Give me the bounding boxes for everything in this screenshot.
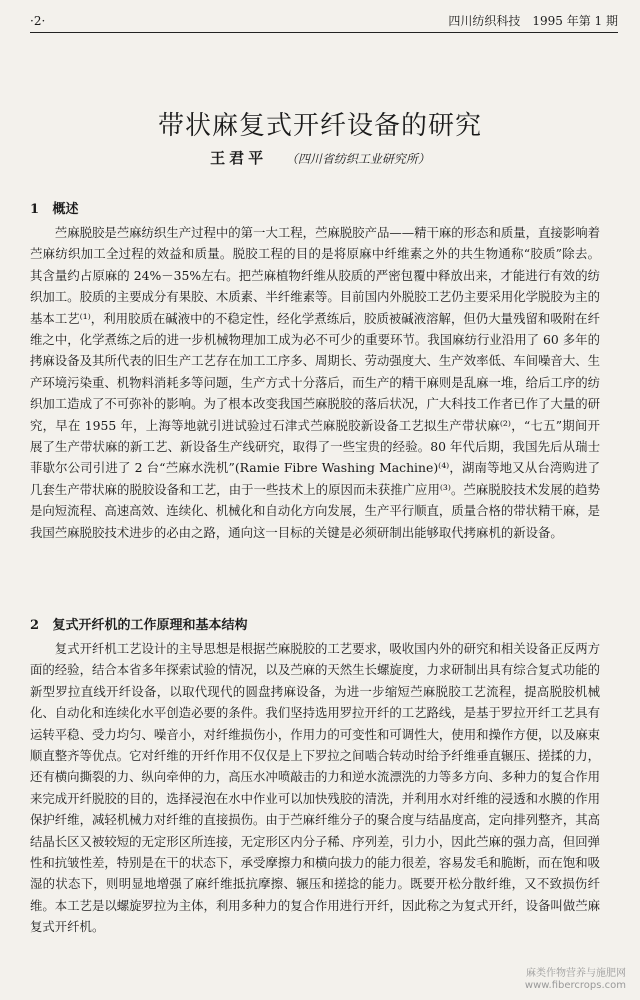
section-title: 概述 <box>52 202 79 217</box>
watermark-line-2: www.fibercrops.com <box>524 980 626 991</box>
journal-issue: 四川纺织科技 1995 年第 1 期 <box>448 14 618 28</box>
section-number: 2 <box>30 618 40 633</box>
author-name: 王君平 <box>210 149 268 167</box>
page-number: ·2· <box>30 14 46 28</box>
section-heading-2 <box>30 616 590 636</box>
article-title: 带状麻复式开纤设备的研究 <box>157 111 482 142</box>
watermark-line-1: 麻类作物营养与施肥网 <box>526 968 626 979</box>
section-title: 复式开纤机的工作原理和基本结构 <box>52 618 248 633</box>
section-heading-1 <box>30 200 590 220</box>
byline <box>0 148 640 169</box>
running-header <box>30 10 618 33</box>
watermark <box>516 968 626 992</box>
section-number: 1 <box>30 202 40 217</box>
section-1-body: 苎麻脱胶是苎麻纺织生产过程中的第一大工程，苎麻脱胶产品——精干麻的形态和质量，直接影响着苎麻纺织加工全过程的效益和质量。脱胶工程的目的是将原麻中纤维素之外的共生物通称“胶质”除去。其含量约占原麻的 24%－35%左右。把苎麻植物纤维从胶质的严密包覆中释放出来，才能进行有效的纺织加工。胶质的主要成分有果胶、木质素、半纤维素等。目前国内外脱胶工艺仍主要采用化学脱胶为主的基本工艺⁽¹⁾，利用胶质在碱液中的不稳定性，经化学煮练后，胶质被碱液溶解，但仍大量残留和吸附在纤维之中，化学煮练之后的进一步机械物理加工成为必不可少的重要环节。我国麻纺行业沿用了 60 多年的拷麻设备及其所代表的旧生产工艺存在加工工序多、周期长、劳动强度大、生产效率低、车间噪音大、生产环境污染重、机物料消耗多等问题，生产方式十分落后，而生产的精干麻则是乱麻一堆，给后工序的纺织加工造成了不可弥补的影响。为了根本改变我国苎麻脱胶的落后状况，广大科技工作者已作了大量的研究，早在 1955 年，上海等地就引进试验过石津式苎麻脱胶新设备工艺拟生产带状麻⁽²⁾，“七五”期间开展了生产带状麻的新工艺、新设备生产线研究，取得了一些宝贵的经验。80 年代后期，我国先后从瑞士菲歇尔公司引进了 2 台“苎麻水洗机”(Ramie Fibre Washing Machine)⁽⁴⁾，湖南等地又从台湾购进了几套生产带状麻的脱胶设备和工艺，由于一些技术上的原因而未获推广应用⁽³⁾。苎麻脱胶技术发展的趋势是向短流程、高速高效、连续化、机械化和自动化方向发展，生产平行顺直，质量合格的带状精干麻，是我国苎麻脱胶技术进步的必由之路，通向这一目标的关键是必须研制出能够取代拷麻机的新设备。 <box>30 225 600 540</box>
section-2-body: 复式开纤机工艺设计的主导思想是根据苎麻脱胶的工艺要求，吸收国内外的研究和相关设备正反两方面的经验，结合本省多年探索试验的情况，以及苎麻的天然生长螺旋度，力求研制出具有综合复式功能的新型罗拉直线开纤设备，以取代现代的圆盘拷麻设备，为进一步缩短苎麻脱胶工艺流程，提高脱胶机械化、自动化和连续化水平创造必要的条件。我们坚持选用罗拉开纤的工艺路线，是基于罗拉开纤工艺具有运转平稳、受力均匀、噪音小，对纤维损伤小，作用力的可变性和可调性大，使用和操作方便，以及麻束顺直整齐等优点。它对纤维的开纤作用不仅仅是上下罗拉之间啮合转动时给予纤维垂直辗压、搓揉的力，还有横向撕裂的力、纵向牵伸的力，高压水冲喷敲击的力和逆水流漂洗的力等多方向、多种力的复合作用来完成开纤脱胶的目的，选择浸泡在水中作业可以加快残胶的清洗，并利用水对纤维的浸透和水膜的作用保护纤维，减轻机械力对纤维的直接损伤。由于苎麻纤维分子的聚合度与结晶度高，定向排列整齐，其高结晶长区又被较短的无定形区所连接，无定形区内分子稀、序列差，引力小，因此苎麻的强力高，但回弹性和抗皱性差，特别是在干的状态下，承受摩擦力和横向拔力的能力很差，容易发毛和脆断，而在饱和吸湿的状态下，则明显地增强了麻纤维抵抗摩擦、辗压和搓捻的能力。既要开松分散纤维，又不致损伤纤维。本工艺是以螺旋罗拉为主体，利用多种力的复合作用进行开纤，因此称之为复式开纤，设备叫做苎麻复式开纤机。 <box>30 641 600 935</box>
author-affiliation: （四川省纺织工业研究所） <box>285 152 430 166</box>
